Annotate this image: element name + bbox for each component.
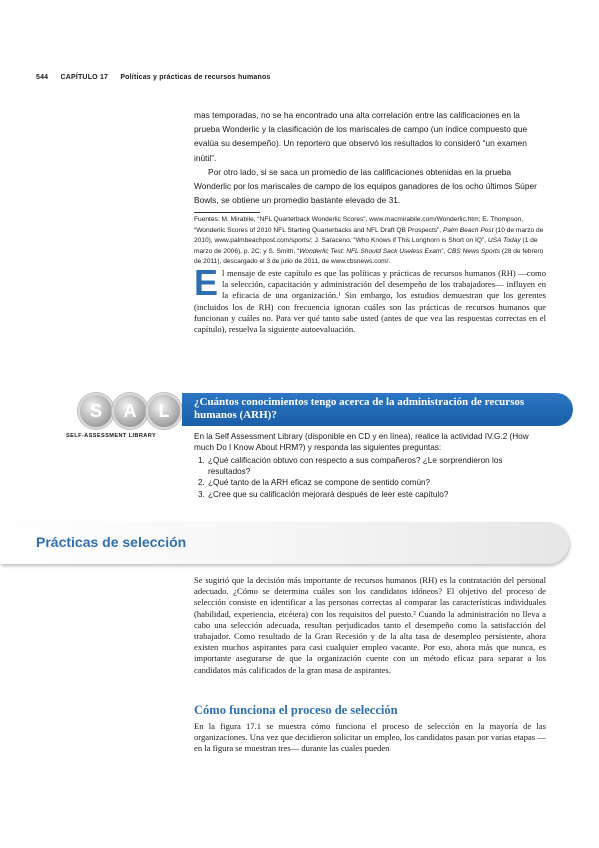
sal-badge bbox=[78, 393, 188, 429]
section-body: Se sugirió que la decisión más importante de recursos humanos (RH) es la contratación del personal adecuado. ¿Cómo se determina cuáles son los candidatos idóneos? El objetivo del proceso de selección consiste en identificar a las personas correctas al comparar las características individuales (habilidad, experiencia, etcétera) con los requisitos del puesto.² Cuando la administración no lleva a cabo una selección adecuada, resultan perjudicados tanto el desempeño como la satisfacción del trabajador. Como resultado de la Gran Recesión y de la alta tasa de desempleo persistente, ahora existen muchos aspirantes para casi cualquier empleo vacante. Por eso, ahora más que nunca, es importante asegurarse de que la organización cuente con un método eficaz para separar a los candidatos más calificados de la gran masa de aspirantes. bbox=[194, 575, 546, 675]
continuation-paragraph: mas temporadas, no se ha encontrado una alta correlación entre las calificaciones en la prueba Wonderlic y la clasificación de los mariscales de campo (un índice compuesto que evalúa su desempeño). Un reportero que observó los resultados lo consideró “un examen inútil”. bbox=[194, 110, 528, 163]
page-number: 544 bbox=[36, 74, 49, 81]
sal-question: 2. ¿Qué tanto de la ARH eficaz se compone de sentido común? bbox=[198, 478, 431, 488]
sal-letter-a: A bbox=[112, 393, 148, 429]
chapter-title: Políticas y prácticas de recursos humanos bbox=[120, 74, 271, 81]
sal-question: 1. ¿Qué calificación obtuvo con respecto a sus compañeros? ¿Le sorprendieron los resultados? bbox=[198, 456, 503, 476]
sal-question: 3. ¿Cree que su calificación mejorará después de leer este capítulo? bbox=[198, 489, 449, 499]
sal-caption: SELF-ASSESSMENT LIBRARY bbox=[66, 433, 157, 439]
running-head bbox=[36, 74, 281, 81]
drop-cap: E bbox=[194, 262, 219, 303]
sal-instructions: En la Self Assessment Library (disponible en CD y en línea), realice la actividad IV.G.2 (How much Do I Know About HRM?) y responda las siguientes preguntas: bbox=[194, 432, 529, 452]
sources-rule bbox=[194, 212, 260, 213]
sal-letter-s: S bbox=[78, 393, 114, 429]
subsection-title: Cómo funciona el proceso de selección bbox=[194, 703, 398, 717]
subsection-body: En la figura 17.1 se muestra cómo funciona el proceso de selección en la mayoría de las organizaciones. Una vez que decidieron solicitar un empleo, los candidatos pasan por varias etapas —en la figura se muestran tres— durante las cuales pueden bbox=[194, 721, 546, 754]
section-title: Prácticas de selección bbox=[36, 534, 187, 550]
continuation-block bbox=[194, 108, 546, 207]
chapter-intro bbox=[194, 262, 546, 335]
sal-title: ¿Cuántos conocimientos tengo acerca de la administración de recursos humanos (ARH)? bbox=[194, 396, 525, 421]
sources-note: Fuentes: M. Mirabile, “NFL Quarterback Wonderlic Scores”, www.macmirabile.com/Wonderlic.htm; E. Thompson, “Wonderlic Scores of 2010 NFL Starting Quarterbacks and NFL Draft QB Prospects”, Palm Beach Post (10 de marzo de 2010), www.palmbeachpost.com/sports/; J. Saraceno, “Who Knows if This Longhorn is Short on IQ”, USA Today (1 de marzo de 2006), p. 2C; y S. Smith, “Wonderlic Test: NFL Should Sack Useless Exam”, CBS News Sports (28 de febrero de 2011), descargado el 3 de julio de 2011, de www.cbsnews.com/. bbox=[194, 216, 544, 266]
chapter-label: CAPÍTULO 17 bbox=[60, 74, 109, 81]
sal-letter-l: L bbox=[146, 393, 182, 429]
continuation-paragraph: Por otro lado, si se saca un promedio de las calificaciones obtenidas en la prueba Wonderlic por los mariscales de campo de los equipos ganadores de los ocho últimos Súper Bowls, se obtiene un promedio bastante elevado de 31. bbox=[194, 166, 537, 206]
sal-question-list bbox=[194, 456, 546, 501]
intro-text: l mensaje de este capítulo es que las políticas y prácticas de recursos humanos (RH) —como la selección, capacitación y administración del desempeño de los trabajadores— influyen en la eficacia de una organización.¹ Sin embargo, los estudios demuestran que los gerentes (incluidos los de RH) con frecuencia ignoran cuáles son las prácticas de recursos humanos que funcionan y cuáles no. Para ver qué tanto sabe usted (antes de que vea las respuestas correctas en el capítulo), resuelva la siguiente autoevaluación. bbox=[194, 268, 546, 335]
